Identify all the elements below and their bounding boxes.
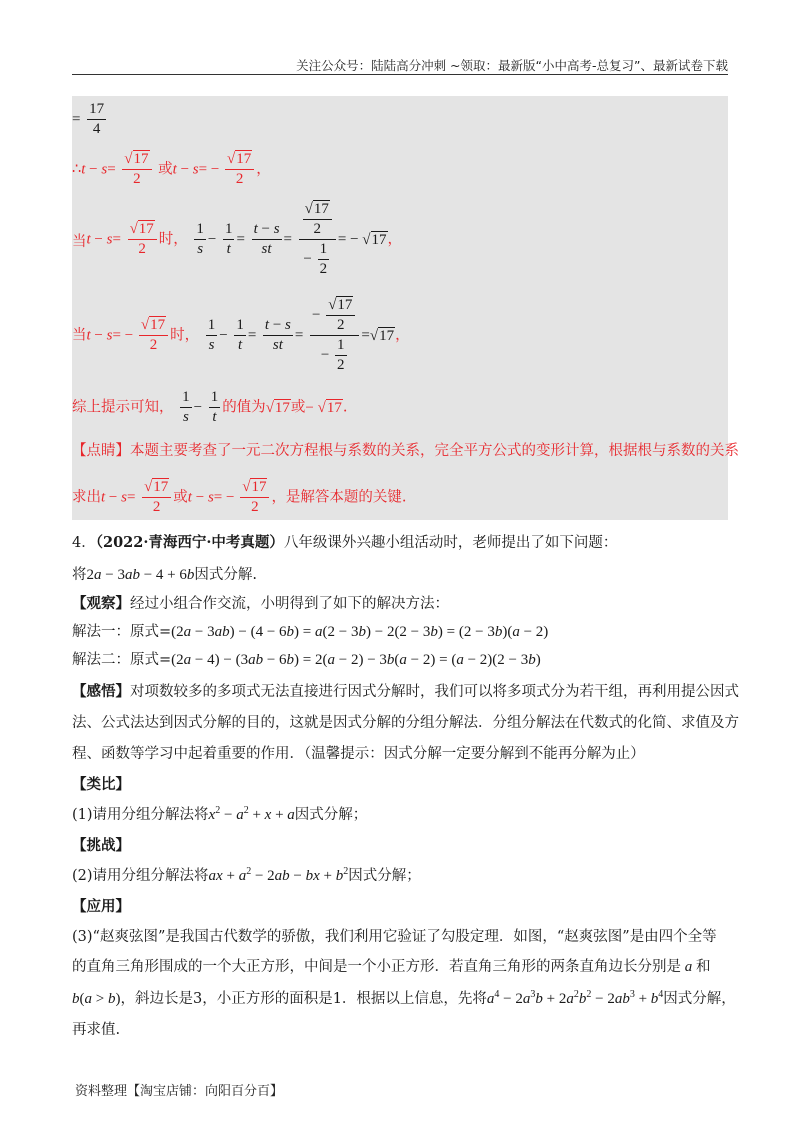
problem-title: 4．（2022·青海西宁·中考真题）八年级课外兴趣小组活动时，老师提出了如下问题： [72, 534, 618, 551]
question-3-line-3: b(a > b)，斜边长是3，小正方形的面积是1．根据以上信息，先将$a^4 - 2a^3b + 2a^2b^2 - 2ab^3 + b^4$因式分解， [72, 989, 736, 1007]
insight-line-1: 【感悟】对项数较多的多项式无法直接进行因式分解时，我们可以将多项式分为若干组，再利用提公因式 [72, 683, 739, 700]
page-footer: 资料整理【淘宝店铺：向阳百分百】 [75, 1084, 284, 1099]
observe-line: 【观察】经过小组合作交流，小明得到了如下的解决方法： [72, 595, 449, 612]
question-3-line-1: (3)“赵爽弦图”是我国古代数学的骄傲，我们利用它验证了勾股定理．如图，“赵爽弦图”是由四个全等 [72, 929, 717, 945]
case-positive-line: 当t − s= $\frac{√17}{2}$ 时， $\frac{1}{s}$ − $\frac{1}{t}$ = $\frac{t - s}{st}$ = $\frac{√17}{2}$ − $\frac{1}{2}$ = − √17， [72, 201, 403, 277]
insight-line-2: 法、公式法达到因式分解的目的，这就是因式分解的分组分解法．分组分解法在代数式的化简、求值及方 [72, 715, 739, 731]
challenge-label: 【挑战】 [72, 837, 130, 854]
remark-line-2: 求出t − s= $\frac{√17}{2}$ 或t − s= − $\frac{√17}{2}$ ，是解答本题的关键. [72, 479, 407, 515]
insight-line-3: 程、函数等学习中起着重要的作用．（温馨提示：因式分解一定要分解到不能再分解为止） [72, 746, 645, 762]
question-1: (1)请用分组分解法将$x^2 - a^2 + x + a$因式分解； [72, 805, 368, 823]
fraction-17-over-4: $\frac{17}{4}$ [89, 101, 105, 137]
method-two: 解法二：原式=(2a − 4) − (3ab − 6b) = 2(a − 2) − 3b(a − 2) = (a − 2)(2 − 3b) [72, 652, 541, 668]
conclusion-line: 综上提示可知， $\frac{1}{s}$ − $\frac{1}{t}$ 的值为√17或− √17. [72, 389, 348, 425]
question-3-line-2: 的直角三角形围成的一个大正方形，中间是一个小正方形．若直角三角形的两条直角边长分别是 a 和 [72, 959, 711, 975]
question-3-line-4: 再求值. [72, 1022, 121, 1038]
page-header: 关注公众号：陆陆高分冲刺 ~领取：最新版“小中高考-总复习”、最新试卷下载 [296, 58, 728, 73]
therefore-line: ∴t − s= $\frac{√17}{2}$ 或t − s= − $\frac{√17}{2}$ ， [72, 151, 271, 187]
result-line: = $\frac{17}{4}$ [72, 101, 105, 137]
header-divider [72, 74, 728, 75]
analogy-label: 【类比】 [72, 776, 130, 793]
case-negative-line: 当t − s= − $\frac{√17}{2}$ 时， $\frac{1}{s}$ − $\frac{1}{t}$ = $\frac{t - s}{st}$ = − $\frac{√17}{2}$ − $\frac{1}{2}$ =√17， [72, 297, 410, 373]
apply-label: 【应用】 [72, 898, 130, 915]
method-one: 解法一：原式=(2a − 3ab) − (4 − 6b) = a(2 − 3b) − 2(2 − 3b) = (2 − 3b)(a − 2) [72, 624, 549, 640]
problem-task: 将2a − 3ab − 4 + 6b因式分解. [72, 567, 257, 583]
question-2: (2)请用分组分解法将ax + $a^2 - 2ab$ − bx + $b^2$因式分解； [72, 866, 421, 884]
remark-line: 【点睛】本题主要考查了一元二次方程根与系数的关系，完全平方公式的变形计算，根据根与系数的关系 [72, 443, 739, 459]
